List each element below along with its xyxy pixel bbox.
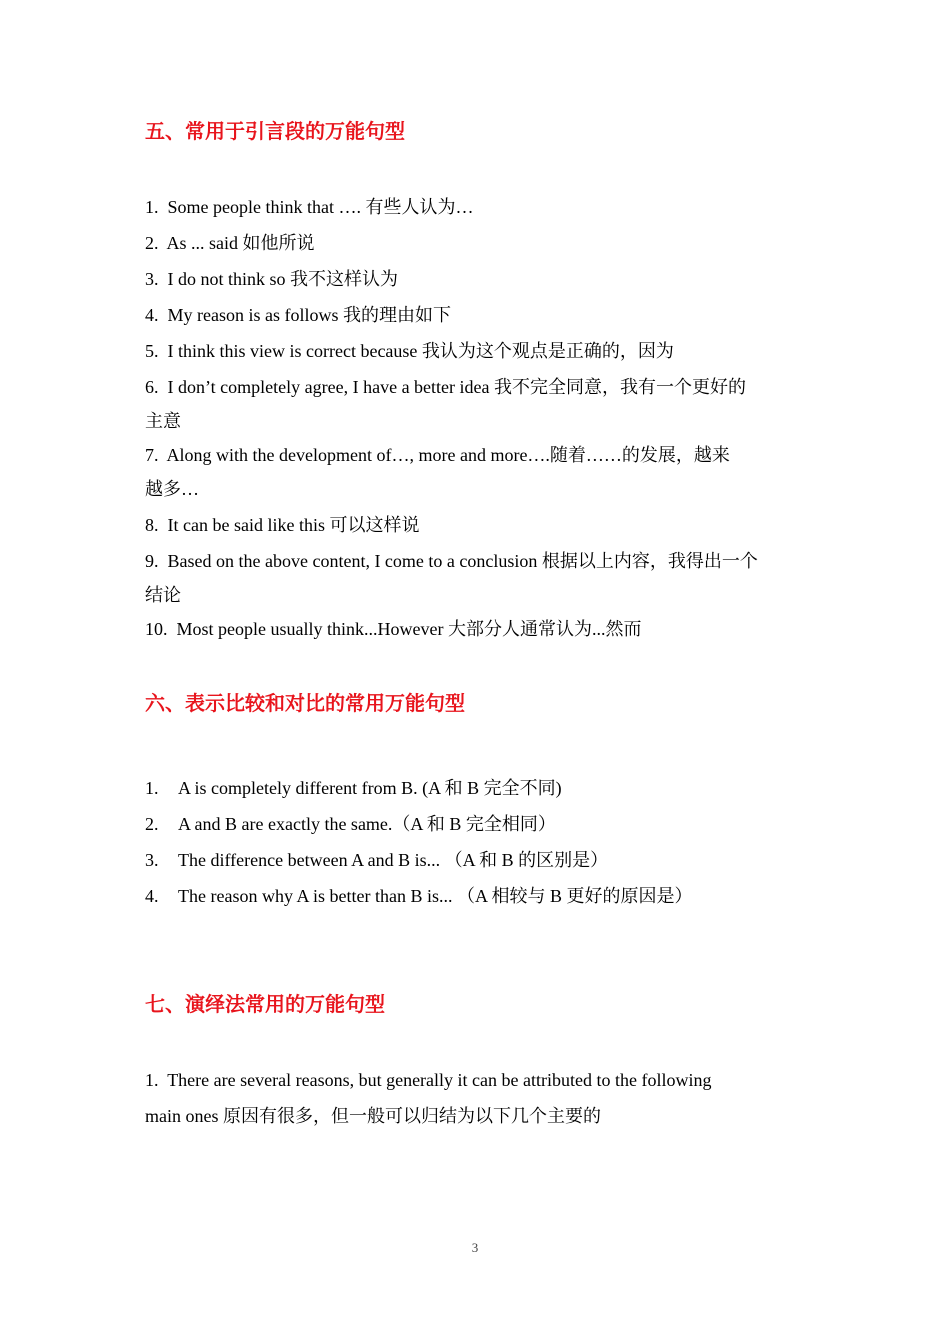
list-item: 6. I don’t completely agree, I have a better idea 我不完全同意，我有一个更好的 bbox=[145, 377, 747, 397]
list-item-text: I do not think so 我不这样认为 bbox=[167, 269, 399, 289]
list-item-text: Some people think that …. 有些人认为… bbox=[167, 197, 474, 217]
list-item-text: My reason is as follows 我的理由如下 bbox=[167, 305, 451, 325]
list-item: 10. Most people usually think...However 大部分人通常认为...然而 bbox=[145, 619, 642, 639]
list-item-text: There are several reasons, but generally it can be attributed to the following bbox=[167, 1070, 712, 1090]
list-item: 4. My reason is as follows 我的理由如下 bbox=[145, 305, 451, 325]
list-item-continuation: 越多… bbox=[145, 479, 199, 499]
list-item: 7. Along with the development of…, more and more….随着……的发展，越来 bbox=[145, 445, 730, 465]
list-item: 3. The difference between A and B is... （A 和 B 的区别是） bbox=[145, 850, 609, 870]
list-item-text: A is completely different from B. (A 和 B 完全不同) bbox=[178, 778, 562, 798]
list-item: 9. Based on the above content, I come to a conclusion 根据以上内容，我得出一个 bbox=[145, 551, 758, 571]
list-item-text: A and B are exactly the same.（A 和 B 完全相同） bbox=[178, 814, 556, 834]
list-item: 3. I do not think so 我不这样认为 bbox=[145, 269, 399, 289]
list-item: 1. Some people think that …. 有些人认为… bbox=[145, 197, 474, 217]
list-item-text: Based on the above content, I come to a conclusion 根据以上内容，我得出一个 bbox=[167, 551, 758, 571]
list-item: 2. As ... said 如他所说 bbox=[145, 233, 315, 253]
list-item: 4. The reason why A is better than B is... （A 相较与 B 更好的原因是） bbox=[145, 886, 693, 906]
list-item-continuation: 结论 bbox=[145, 585, 181, 605]
list-item-text: Most people usually think...However 大部分人通常认为...然而 bbox=[176, 619, 642, 639]
page-number: 3 bbox=[471, 1240, 479, 1255]
list-item-continuation: 主意 bbox=[145, 411, 181, 431]
list-item-text: As ... said 如他所说 bbox=[166, 233, 315, 253]
list-item-continuation: main ones 原因有很多，但一般可以归结为以下几个主要的 bbox=[145, 1106, 601, 1126]
section-5-heading: 五、常用于引言段的万能句型 bbox=[145, 119, 405, 143]
list-item: 2. A and B are exactly the same.（A 和 B 完全相同） bbox=[145, 814, 556, 834]
list-item-text: The reason why A is better than B is... （A 相较与 B 更好的原因是） bbox=[178, 886, 693, 906]
list-item-text: Along with the development of…, more and more….随着……的发展，越来 bbox=[166, 445, 730, 465]
list-item: 5. I think this view is correct because 我认为这个观点是正确的，因为 bbox=[145, 341, 674, 361]
section-6-heading: 六、表示比较和对比的常用万能句型 bbox=[145, 691, 465, 715]
list-item: 1. There are several reasons, but generally it can be attributed to the following bbox=[145, 1070, 712, 1090]
list-item-text: The difference between A and B is... （A 和 B 的区别是） bbox=[178, 850, 609, 870]
section-7-heading: 七、演绎法常用的万能句型 bbox=[145, 992, 385, 1016]
list-item-text: It can be said like this 可以这样说 bbox=[167, 515, 420, 535]
list-item: 1. A is completely different from B. (A 和 B 完全不同) bbox=[145, 778, 562, 798]
list-item-text: I don’t completely agree, I have a better idea 我不完全同意，我有一个更好的 bbox=[167, 377, 747, 397]
list-item: 8. It can be said like this 可以这样说 bbox=[145, 515, 420, 535]
list-item-text: I think this view is correct because 我认为这个观点是正确的，因为 bbox=[167, 341, 674, 361]
